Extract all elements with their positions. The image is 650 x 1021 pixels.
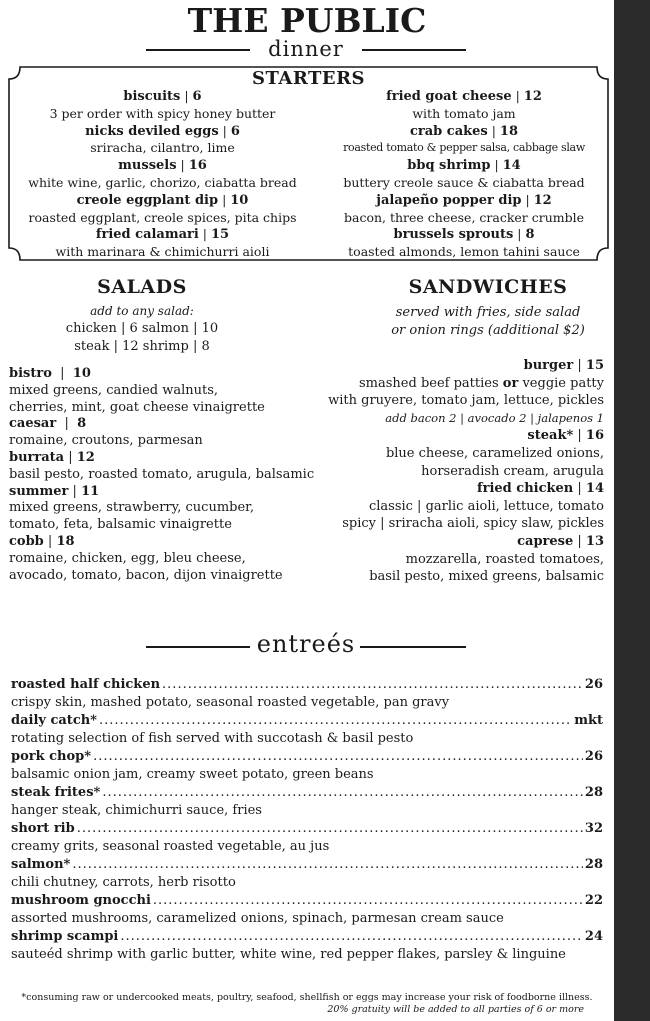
entree-desc: sauteéd shrimp with garlic butter, white wine, red pepper flakes, parsley & linguine bbox=[11, 947, 566, 962]
dot-leader bbox=[72, 856, 583, 874]
salads-addons-line: steak | 12 shrimp | 8 bbox=[74, 339, 210, 354]
item-price: 6 bbox=[192, 89, 202, 104]
item-desc: with tomato jam bbox=[412, 105, 516, 121]
entree-desc: rotating selection of fish served with succotash & basil pesto bbox=[11, 731, 414, 746]
menu-item: caprese | 13 bbox=[517, 533, 604, 549]
item-desc: tomato, feta, balsamic vinaigrette bbox=[9, 517, 232, 533]
starters-section bbox=[8, 66, 609, 259]
item-name: cobb bbox=[9, 533, 44, 549]
item-desc: basil pesto, roasted tomato, arugula, balsamic bbox=[9, 466, 315, 482]
entree-price: 26 bbox=[584, 677, 603, 692]
entrees-heading-row bbox=[146, 630, 466, 660]
entree-desc: hanger steak, chimichurri sauce, fries bbox=[11, 803, 262, 818]
menu-item: biscuits | 6 bbox=[123, 88, 202, 104]
entree-name: mushroom gnocchi bbox=[11, 893, 151, 908]
item-desc: avocado, tomato, bacon, dijon vinaigrette bbox=[9, 567, 283, 583]
foodborne-disclaimer: *consuming raw or undercooked meats, poultry, seafood, shellfish or eggs may increase your risk of foodborne illness. bbox=[21, 992, 593, 1003]
item-price: 8 bbox=[525, 227, 535, 243]
salads-addons-line: chicken | 6 salmon | 10 bbox=[65, 321, 219, 336]
entree-name: short rib bbox=[11, 821, 75, 836]
entree-row bbox=[11, 748, 603, 766]
entree-row bbox=[11, 784, 603, 802]
entree-price: mkt bbox=[574, 713, 603, 728]
item-name: bistro bbox=[9, 366, 52, 381]
item-price: 14 bbox=[585, 481, 604, 497]
salads-addons bbox=[8, 302, 276, 356]
item-price: 13 bbox=[585, 533, 604, 549]
entree-row bbox=[11, 928, 603, 946]
item-name: burrata bbox=[9, 449, 65, 465]
item-desc: blue cheese, caramelized onions, bbox=[385, 445, 604, 461]
menu-item: summer | 11 bbox=[9, 483, 100, 499]
entree-row bbox=[11, 676, 603, 694]
item-desc: roasted eggplant, creole spices, pita chips bbox=[28, 209, 297, 225]
salads-list bbox=[9, 366, 329, 584]
entree-name: salmon* bbox=[11, 857, 71, 872]
item-desc: mixed greens, strawberry, cucumber, bbox=[9, 500, 255, 516]
item-desc: with marinara & chimichurri aioli bbox=[55, 244, 270, 260]
sandwiches-note-line: or onion rings (additional $2) bbox=[391, 323, 585, 338]
item-price: 12 bbox=[533, 192, 552, 208]
entree-price: 28 bbox=[584, 785, 603, 800]
item-desc-or: or bbox=[502, 375, 519, 391]
item-name: caprese bbox=[517, 533, 574, 549]
menu-item: bistro | 10 bbox=[9, 366, 91, 381]
entree-price: 24 bbox=[584, 929, 603, 944]
menu-item: burger | 15 bbox=[523, 358, 604, 373]
entree-desc: chili chutney, carrots, herb risotto bbox=[11, 875, 236, 890]
item-desc-part: veggie patty bbox=[518, 375, 604, 391]
entree-price: 28 bbox=[584, 857, 603, 872]
subtitle-row bbox=[146, 36, 466, 62]
item-price: 6 bbox=[230, 123, 240, 139]
item-name: caesar bbox=[9, 416, 57, 432]
item-price: 10 bbox=[72, 366, 91, 381]
sandwiches-list bbox=[300, 357, 604, 586]
item-desc: romaine, chicken, egg, bleu cheese, bbox=[9, 550, 246, 566]
item-name: creole eggplant dip bbox=[76, 192, 219, 208]
entree-row bbox=[11, 892, 603, 910]
dot-leader bbox=[120, 928, 583, 946]
item-price: 18 bbox=[56, 533, 75, 549]
item-desc bbox=[300, 375, 604, 393]
entree-desc: assorted mushrooms, caramelized onions, spinach, parmesan cream sauce bbox=[11, 911, 504, 926]
entree-name: shrimp scampi bbox=[11, 929, 119, 944]
item-desc: basil pesto, mixed greens, balsamic bbox=[369, 569, 604, 585]
entrees-list bbox=[11, 676, 603, 964]
item-desc: 3 per order with spicy honey butter bbox=[49, 105, 276, 121]
item-name: bbq shrimp bbox=[407, 158, 491, 174]
divider-line bbox=[360, 646, 466, 648]
dot-leader bbox=[93, 748, 583, 766]
item-desc: toasted almonds, lemon tahini sauce bbox=[348, 244, 580, 260]
item-price: 12 bbox=[523, 89, 542, 104]
item-name: brussels sprouts bbox=[393, 227, 514, 243]
starters-heading: STARTERS bbox=[251, 68, 366, 89]
entree-desc: balsamic onion jam, creamy sweet potato, green beans bbox=[11, 767, 374, 782]
entree-name: daily catch* bbox=[11, 713, 97, 728]
item-name: biscuits bbox=[123, 89, 181, 104]
entree-row bbox=[11, 820, 603, 838]
menu-item: bbq shrimp | 14 bbox=[407, 157, 521, 174]
item-desc: mozzarella, roasted tomatoes, bbox=[405, 551, 604, 567]
item-price: 8 bbox=[77, 416, 87, 432]
item-price: 11 bbox=[81, 483, 100, 499]
sandwiches-heading: SANDWICHES bbox=[408, 276, 568, 298]
sandwiches-note-line: served with fries, side salad bbox=[395, 305, 581, 320]
item-desc: horseradish cream, arugula bbox=[421, 463, 604, 479]
burger-addons: add bacon 2 | avocado 2 | jalapenos 1 bbox=[385, 410, 604, 425]
item-desc: buttery creole sauce & ciabatta bread bbox=[343, 174, 585, 190]
dot-leader bbox=[99, 712, 572, 730]
item-desc: bacon, three cheese, cracker crumble bbox=[343, 209, 585, 225]
menu-subtitle: dinner bbox=[268, 37, 344, 61]
item-price: 18 bbox=[499, 123, 518, 139]
menu-item: creole eggplant dip | 10 bbox=[76, 191, 249, 208]
item-price: 14 bbox=[502, 158, 521, 174]
item-price: 16 bbox=[188, 158, 207, 174]
sandwiches-note bbox=[360, 304, 616, 340]
dot-leader bbox=[77, 820, 583, 838]
item-name: mussels bbox=[118, 158, 177, 174]
salads-heading: SALADS bbox=[97, 276, 187, 298]
item-name: jalapeño popper dip bbox=[376, 192, 522, 208]
entree-row bbox=[11, 856, 603, 874]
starters-right-column bbox=[318, 88, 610, 261]
entree-price: 32 bbox=[584, 821, 603, 836]
dot-leader bbox=[102, 784, 583, 802]
entrees-heading: entreés bbox=[256, 630, 356, 658]
item-price: 10 bbox=[230, 192, 249, 208]
entree-name: steak frites* bbox=[11, 785, 101, 800]
entree-desc: creamy grits, seasonal roasted vegetable, au jus bbox=[11, 839, 330, 854]
item-desc: cherries, mint, goat cheese vinaigrette bbox=[9, 399, 265, 415]
divider-line bbox=[362, 49, 466, 51]
item-desc: classic | garlic aioli, lettuce, tomato bbox=[368, 498, 604, 514]
item-name: crab cakes bbox=[409, 123, 488, 139]
item-price: 16 bbox=[585, 428, 604, 444]
item-desc: with gruyere, tomato jam, lettuce, pickles bbox=[328, 393, 604, 409]
gratuity-note: 20% gratuity will be added to all parties of 6 or more bbox=[327, 1004, 584, 1015]
menu-item: fried calamari | 15 bbox=[95, 226, 230, 243]
menu-item: burrata | 12 bbox=[9, 449, 95, 465]
starters-left-column bbox=[20, 88, 305, 261]
menu-item: jalapeño popper dip | 12 bbox=[376, 191, 552, 208]
item-name: steak* bbox=[527, 428, 574, 444]
entree-price: 22 bbox=[584, 893, 603, 908]
item-price: 12 bbox=[76, 449, 95, 465]
dot-leader bbox=[153, 892, 583, 910]
item-name: fried goat cheese bbox=[386, 89, 512, 104]
menu-item: brussels sprouts | 8 bbox=[393, 226, 535, 243]
menu-item: fried chicken | 14 bbox=[477, 481, 604, 497]
entree-name: pork chop* bbox=[11, 749, 92, 764]
item-desc: romaine, croutons, parmesan bbox=[9, 433, 203, 449]
item-desc: sriracha, cilantro, lime bbox=[90, 140, 235, 156]
menu-item: caesar | 8 bbox=[9, 416, 87, 432]
item-desc-part: smashed beef patties bbox=[359, 375, 503, 391]
item-name: fried chicken bbox=[477, 481, 574, 497]
menu-item: nicks deviled eggs | 6 bbox=[85, 122, 240, 139]
entree-name: roasted half chicken bbox=[11, 677, 161, 692]
menu-item: fried goat cheese | 12 bbox=[386, 88, 542, 104]
entree-desc: crispy skin, mashed potato, seasonal roasted vegetable, pan gravy bbox=[11, 695, 450, 710]
item-name: summer bbox=[9, 483, 69, 499]
menu-item: steak* | 16 bbox=[527, 428, 604, 444]
restaurant-title: THE PUBLIC bbox=[187, 1, 427, 40]
item-desc: spicy | sriracha aioli, spicy slaw, pickles bbox=[342, 516, 604, 532]
item-name: burger bbox=[523, 358, 574, 373]
entree-row bbox=[11, 712, 603, 730]
item-name: nicks deviled eggs bbox=[85, 123, 219, 139]
entree-price: 26 bbox=[584, 749, 603, 764]
menu-item: cobb | 18 bbox=[9, 533, 75, 549]
item-price: 15 bbox=[585, 358, 604, 373]
salads-note: add to any salad: bbox=[90, 304, 194, 318]
dot-leader bbox=[162, 676, 583, 694]
item-name: fried calamari bbox=[95, 227, 199, 243]
item-desc: mixed greens, candied walnuts, bbox=[9, 382, 219, 398]
item-desc: roasted tomato & pepper salsa, cabbage slaw bbox=[343, 141, 585, 155]
item-desc: white wine, garlic, chorizo, ciabatta bread bbox=[28, 174, 297, 190]
item-price: 15 bbox=[211, 227, 230, 243]
menu-item: crab cakes | 18 bbox=[409, 122, 518, 139]
menu-item: mussels | 16 bbox=[118, 157, 207, 174]
